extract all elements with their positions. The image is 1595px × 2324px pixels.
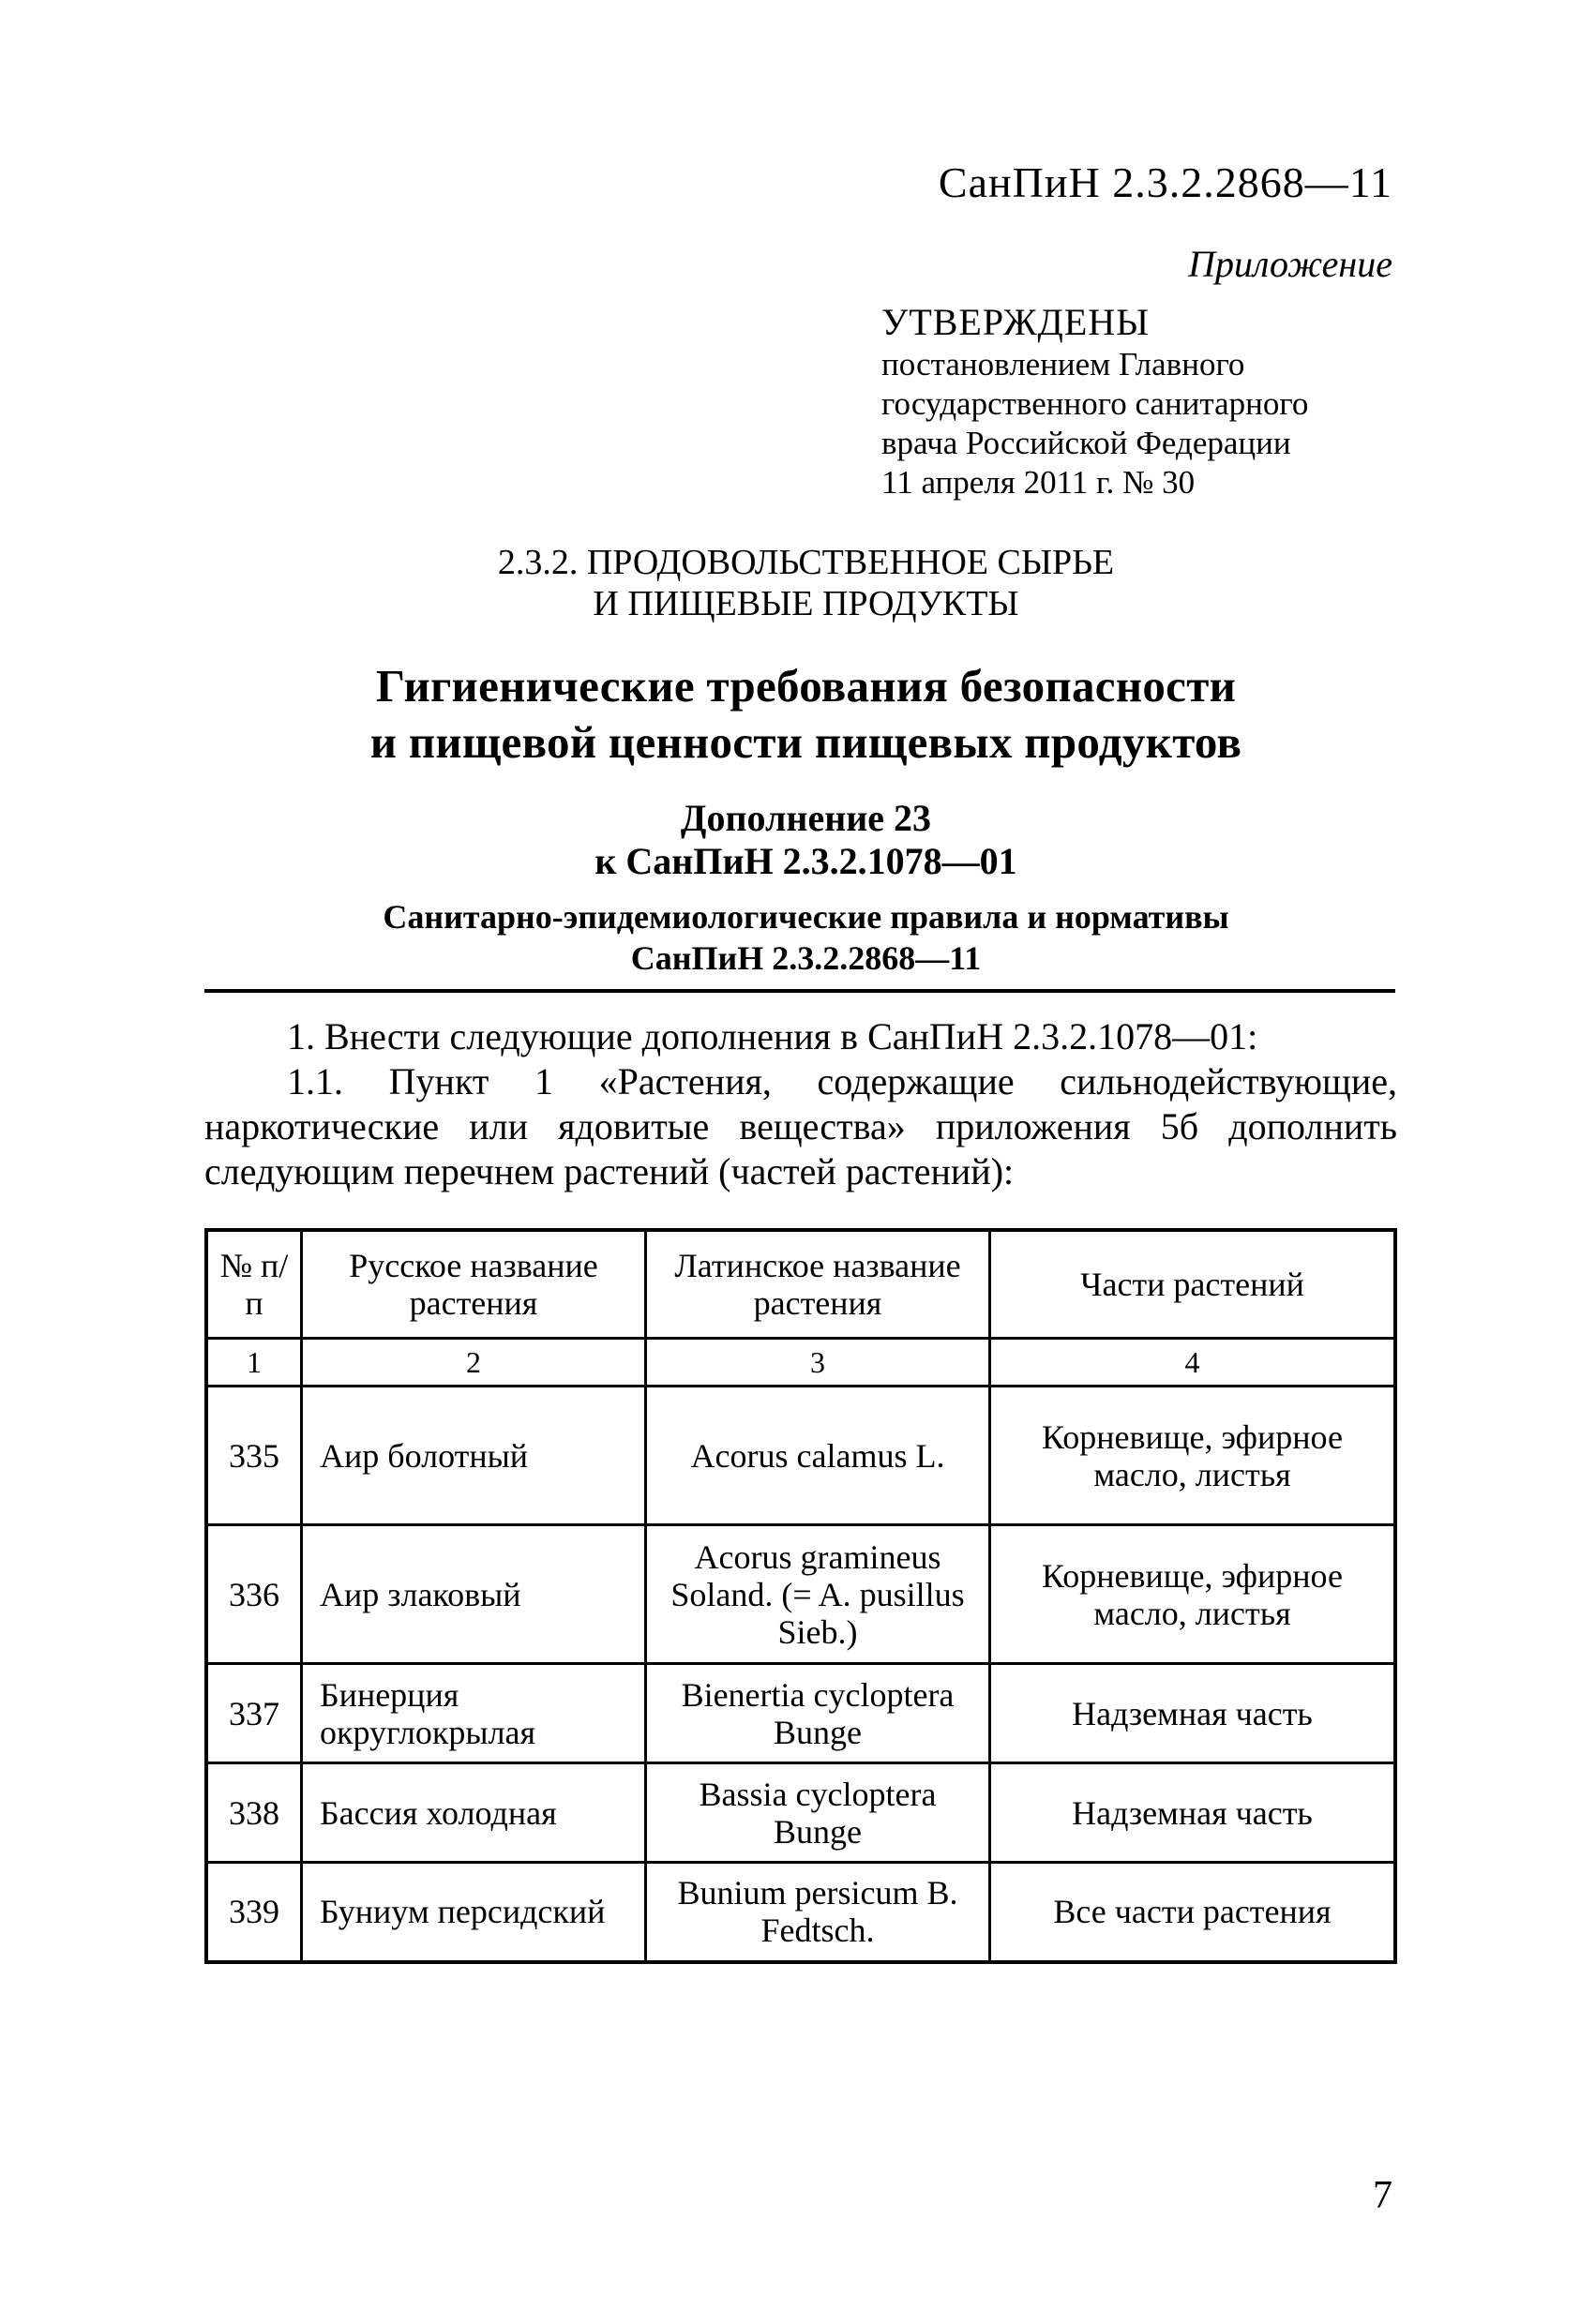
index-cell: 1 — [206, 1339, 302, 1387]
paragraph: 1.1. Пункт 1 «Растения, содержащие сильнодействующие, наркотические или ядовитые вещества» приложения 5б дополнить следующим перечнем растений (частей растений): — [204, 1060, 1397, 1192]
title-line: Гигиенические требования безопасности — [375, 660, 1237, 712]
latin-name: Bassia cycloptera Bunge — [646, 1763, 990, 1863]
row-number: 335 — [206, 1387, 302, 1525]
rules-line: СанПиН 2.3.2.2868—11 — [630, 939, 982, 977]
row-number: 339 — [206, 1863, 302, 1962]
plant-parts: Корневище, эфирное масло, листья — [990, 1387, 1396, 1525]
table-index-row — [206, 1339, 1395, 1387]
horizontal-divider — [204, 989, 1395, 993]
table-row — [206, 1763, 1395, 1863]
row-number: 336 — [206, 1525, 302, 1664]
page-number: 7 — [1373, 2174, 1392, 2217]
russian-name: Бинерция округлокрылая — [302, 1664, 646, 1763]
document-title — [0, 658, 1595, 771]
row-number: 337 — [206, 1664, 302, 1763]
approval-line: врача Российской Федерации — [881, 425, 1291, 461]
header-cell-latin-name: Латинское название растения — [646, 1230, 990, 1339]
table-row — [206, 1525, 1395, 1664]
russian-name: Аир злаковый — [302, 1525, 646, 1664]
table-row — [206, 1664, 1395, 1763]
approval-line: 11 апреля 2011 г. № 30 — [881, 464, 1196, 501]
latin-name: Acorus calamus L. — [646, 1387, 990, 1525]
index-cell: 4 — [990, 1339, 1396, 1387]
appendix-label: Приложение — [1188, 243, 1392, 285]
document-code: СанПиН 2.3.2.2868—11 — [938, 158, 1392, 206]
supplement-heading — [0, 797, 1595, 883]
approval-heading: УТВЕРЖДЕНЫ — [881, 301, 1151, 343]
supplement-line: к СанПиН 2.3.2.1078—01 — [594, 840, 1017, 882]
plant-parts: Надземная часть — [990, 1763, 1396, 1863]
table-header-row — [206, 1230, 1395, 1339]
header-cell-russian-name: Русское название растения — [302, 1230, 646, 1339]
latin-name: Bienertia cycloptera Bunge — [646, 1664, 990, 1763]
header-cell-number: № п/п — [206, 1230, 302, 1339]
latin-name: Acorus gramineus Soland. (= A. pusillus Sieb.) — [646, 1525, 990, 1664]
supplement-line: Дополнение 23 — [680, 797, 932, 839]
table-row — [206, 1863, 1395, 1962]
approval-block — [881, 300, 1308, 502]
title-line: и пищевой ценности пищевых продуктов — [369, 716, 1242, 768]
rules-line: Санитарно-эпидемиологические правила и нормативы — [383, 898, 1229, 936]
paragraph: 1. Внести следующие дополнения в СанПиН 2.3.2.1078—01: — [287, 1015, 1258, 1057]
index-cell: 3 — [646, 1339, 990, 1387]
latin-name: Bunium persicum B. Fedtsch. — [646, 1863, 990, 1962]
russian-name: Буниум персидский — [302, 1863, 646, 1962]
plant-parts: Все части растения — [990, 1863, 1396, 1962]
russian-name: Аир болотный — [302, 1387, 646, 1525]
russian-name: Бассия холодная — [302, 1763, 646, 1863]
header-cell-plant-parts: Части растений — [990, 1230, 1396, 1339]
rules-heading — [0, 896, 1595, 979]
plant-parts: Корневище, эфирное масло, листья — [990, 1525, 1396, 1664]
section-line: 2.3.2. ПРОДОВОЛЬСТВЕННОЕ СЫРЬЕ — [497, 543, 1115, 582]
approval-line: постановлением Главного — [881, 346, 1245, 382]
table-row — [206, 1387, 1395, 1525]
section-heading — [0, 542, 1595, 624]
plant-parts: Надземная часть — [990, 1664, 1396, 1763]
index-cell: 2 — [302, 1339, 646, 1387]
section-line: И ПИЩЕВЫЕ ПРОДУКТЫ — [593, 584, 1019, 623]
row-number: 338 — [206, 1763, 302, 1863]
body-text — [204, 1014, 1397, 1194]
approval-line: государственного санитарного — [881, 385, 1309, 422]
plants-table — [204, 1228, 1397, 1964]
